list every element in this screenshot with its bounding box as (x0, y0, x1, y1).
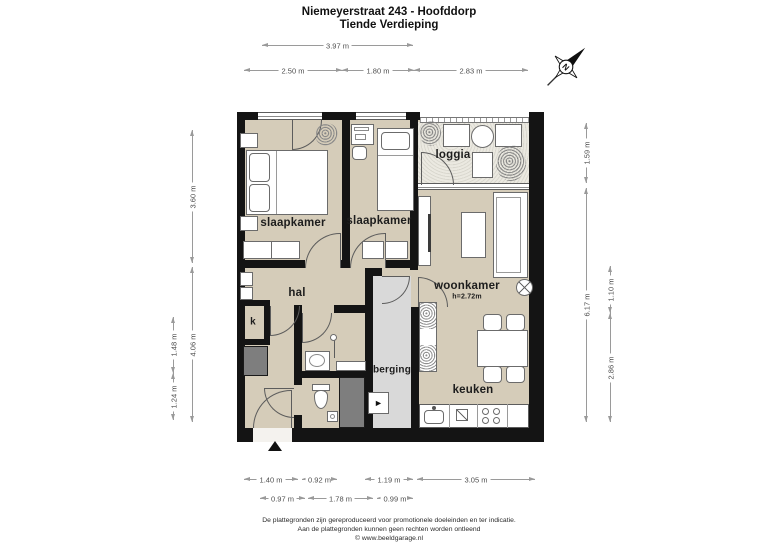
wardrobe (243, 241, 272, 259)
disclaimer-line1: De plattegronden zijn gereproduceerd voor promotionele doeleinden en ter indicatie. (262, 517, 516, 524)
dimension-label: 1.80 m (364, 67, 393, 76)
shaft (243, 346, 268, 376)
loggia-chair (495, 124, 522, 147)
sofa-seat (496, 197, 521, 273)
stove-burner (482, 408, 489, 415)
door-leaf (270, 306, 271, 336)
dimension-line (169, 317, 179, 373)
dimension-label: 3.05 m (462, 476, 491, 485)
dimension-line (365, 475, 413, 485)
wall-bedrooms (342, 112, 350, 268)
pillow (249, 153, 270, 182)
shaft (339, 377, 365, 428)
bed-divider-line (276, 151, 277, 214)
dimension-label: 1.48 m (170, 331, 179, 360)
door-leaf (264, 388, 294, 389)
dining-chair (506, 314, 525, 331)
room-label-slaapkamer1: slaapkamer (260, 217, 326, 229)
counter-decor (420, 345, 436, 371)
dimension-label: 0.99 m (381, 495, 410, 504)
window (258, 112, 322, 120)
room-label-hal: hal (288, 287, 306, 299)
door-leaf (340, 233, 341, 268)
credit-line: © www.beeldgarage.nl (354, 535, 424, 542)
dimension-line (302, 475, 337, 485)
room-label-kast: k (250, 316, 256, 328)
door-leaf (291, 390, 292, 428)
window (356, 112, 406, 120)
room-label-loggia: loggia (435, 149, 471, 161)
dimension-line (244, 66, 342, 76)
compass-rose-icon (538, 36, 596, 94)
stove-burner (482, 417, 489, 424)
dimension-line (188, 267, 198, 422)
dimension-line (377, 494, 413, 504)
dining-table (477, 330, 528, 367)
dimension-line (262, 41, 413, 51)
meter-cupboard (240, 272, 253, 286)
washer-tap-icon: ► (374, 398, 383, 408)
desk-chair (352, 146, 367, 160)
room-label-woonkamer: woonkamer (434, 280, 500, 292)
meter-cupboard (240, 287, 253, 300)
dimension-label: 3.97 m (323, 42, 352, 51)
bed-divider-line (378, 155, 413, 156)
dimension-label: 0.97 m (268, 495, 297, 504)
desk-keyboard (355, 134, 366, 140)
dimension-label: 1.78 m (326, 495, 355, 504)
dimension-line (308, 494, 373, 504)
desk-monitor (354, 127, 369, 131)
dimension-label: 0.92 m (305, 476, 334, 485)
dimension-line (260, 494, 305, 504)
dimension-label: 1.24 m (170, 382, 179, 411)
door-leaf (382, 276, 410, 277)
dimension-label: 1.59 m (583, 139, 592, 168)
dining-chair (483, 314, 502, 331)
wall-berging-top (365, 268, 382, 276)
ventilation-icon (516, 279, 533, 296)
wardrobe (362, 241, 384, 259)
wall-bottom (237, 428, 253, 442)
wardrobe (385, 241, 408, 259)
dimension-label: 2.50 m (279, 67, 308, 76)
wall-bathroom-left (294, 415, 302, 428)
wall-right (529, 112, 544, 442)
dimension-label: 3.60 m (189, 182, 198, 211)
shower-head-icon (330, 334, 337, 341)
counter-divider (507, 404, 508, 428)
plant-icon (315, 123, 338, 146)
coffee-table (461, 212, 486, 258)
wall-top (322, 112, 356, 120)
page-title: Niemeyerstraat 243 - Hoofddorp (301, 6, 477, 18)
nightstand (240, 133, 258, 148)
loggia-railing (420, 117, 529, 123)
dimension-label: 6.17 m (583, 291, 592, 320)
wall-berging-kitchen (411, 307, 419, 428)
dimension-line (582, 188, 592, 422)
corner-basin-bowl (330, 414, 335, 419)
wall-hall-top (340, 260, 350, 268)
wall-hall-top (385, 260, 410, 268)
door-leaf (292, 120, 293, 150)
dimension-label: 2.83 m (457, 67, 486, 76)
wall-bottom (292, 428, 544, 442)
dimension-label: 1.40 m (257, 476, 286, 485)
faucet-icon (432, 406, 436, 410)
washer-connection (368, 392, 389, 414)
plant-icon (420, 121, 441, 146)
round-table (471, 125, 494, 148)
room-label-keuken: keuken (452, 384, 494, 396)
shower-pipe (334, 338, 335, 358)
wall-hall-top (245, 260, 305, 268)
room-label-berging: berging (372, 364, 412, 376)
dimension-line (414, 66, 528, 76)
door-leaf (302, 313, 303, 343)
room-label-ceiling-height: h=2.72m (452, 293, 482, 301)
entrance-opening (253, 428, 292, 442)
bath-shelf (336, 361, 366, 371)
kitchen-sink (424, 410, 444, 424)
dimension-line (244, 475, 298, 485)
tv (428, 214, 431, 252)
disclaimer-line2: Aan de plattegronden kunnen geen rechten worden ontleend (297, 526, 481, 533)
counter-divider (449, 404, 450, 428)
dimension-line (606, 313, 616, 422)
dimension-line (169, 373, 179, 420)
dimension-label: 1.19 m (375, 476, 404, 485)
door-leaf (421, 152, 422, 185)
dimension-label: 2.86 m (607, 353, 616, 382)
loggia-chair (443, 124, 470, 147)
wardrobe (271, 241, 300, 259)
dimension-line (188, 130, 198, 263)
dimension-line (606, 266, 616, 313)
pillow (381, 132, 410, 150)
stove-burner (493, 417, 500, 424)
counter-divider (477, 404, 478, 428)
wall-top (237, 112, 260, 120)
nightstand (240, 216, 258, 231)
washbasin-bowl (309, 354, 325, 367)
wall-closet (243, 339, 270, 345)
entrance-arrow-icon (268, 441, 282, 451)
room-label-slaapkamer2: slaapkamer (346, 215, 412, 227)
dining-chair (483, 366, 502, 383)
dimension-line (582, 123, 592, 183)
loggia-side-table (472, 152, 493, 178)
wall-bathroom-top (334, 305, 373, 313)
pillow (249, 184, 270, 212)
dimension-line (417, 475, 535, 485)
counter-decor (420, 303, 436, 329)
dimension-line (342, 66, 414, 76)
plant-icon (496, 145, 526, 181)
dimension-label: 1.10 m (607, 275, 616, 304)
dining-chair (506, 366, 525, 383)
stove-burner (493, 408, 500, 415)
compass-north-letter: N (560, 62, 571, 73)
dishwasher-icon (456, 409, 468, 421)
page-subtitle: Tiende Verdieping (339, 19, 439, 31)
dimension-label: 4.06 m (189, 330, 198, 359)
